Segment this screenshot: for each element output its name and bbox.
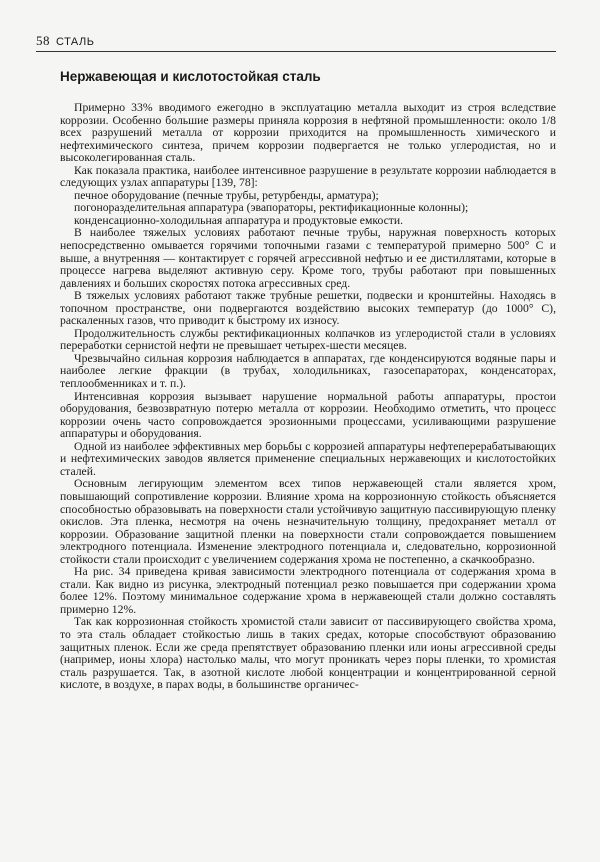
body-text [60, 102, 556, 692]
list-item: конденсационно-холодильная аппаратура и продуктовые емкости. [74, 213, 404, 227]
list-item: печное оборудование (печные трубы, ретурбенды, арматура); [74, 188, 379, 202]
section-name: СТАЛЬ [56, 36, 95, 48]
paragraph: Продолжительность службы ректификационных колпачков из углеродистой стали в условиях переработки сернистой нефти не превышает четырех-шести месяцев. [60, 326, 556, 353]
paragraph: Чрезвычайно сильная коррозия наблюдается в аппаратах, где конденсируются водяные пары и наиболее легкие фракции (в трубах, холодильниках, газосепараторах, конденсаторах, теплообменниках и т. п.). [60, 351, 556, 391]
running-head [36, 33, 556, 49]
section-title: Нержавеющая и кислотостойкая сталь [60, 69, 321, 84]
paragraph: На рис. 34 приведена кривая зависимости электродного потенциала от содержания хрома в стали. Как видно из рисунка, электродный потенциал резко повышается при содержании хрома более 12%. Поэтому минимальное содержание хрома в нержавеющей стали должно составлять примерно 12%. [60, 565, 556, 616]
page-number: 58 [36, 33, 50, 48]
paragraph: Так как коррозионная стойкость хромистой стали зависит от пассивирующего свойства хрома, то эта сталь обладает стойкостью лишь в таких средах, которые способствуют образованию защитных пленок. Если же среда препятствует образованию пленки или ионы агрессивной среды (например, ионы хлора) настолько малы, что могут проникать через поры пленки, то хромистая сталь разрушается. Так, в азотной кислоте любой концентрации и концентрированной серной кислоте, в воздухе, в парах воды, в большинстве органичес- [60, 615, 556, 692]
paragraph: Основным легирующим элементом всех типов нержавеющей стали является хром, повышающий сопротивление коррозии. Влияние хрома на коррозионную стойкость объясняется способностью образовывать на поверхности стали устойчивую защитную пассивирующую пленку окислов. Эта пленка, несмотря на очень незначительную толщину, предохраняет металл от коррозии. Образование защитной пленки на поверхности стали сопровождается повышением электродного потенциала. Изменение электродного потенциала и, следовательно, коррозионной стойкости стали происходит с увеличением содержания хрома не постепенно, а скачкообразно. [60, 477, 556, 566]
paragraph: В наиболее тяжелых условиях работают печные трубы, наружная поверхность которых непосредственно омывается горячими топочными газами с температурой примерно 500° С и выше, а внутренняя — контактирует с горячей агрессивной нефтью и ее дистиллятами, которые в процессе нагрева выделяют активную серу. Кроме того, трубы работают при повышенных давлениях и больших скоростях потока агрессивных сред. [60, 226, 556, 290]
paragraph: Одной из наиболее эффективных мер борьбы с коррозией аппаратуры нефтеперерабатывающих и нефтехимических заводов является применение специальных нержавеющих и кислотостойких сталей. [60, 439, 556, 478]
paragraph: Как показала практика, наиболее интенсивное разрушение в результате коррозии наблюдается в следующих узлах аппаратуры [139, 78]: [60, 163, 556, 190]
header-rule [36, 51, 556, 52]
paragraph: Интенсивная коррозия вызывает нарушение нормальной работы аппаратуры, простои оборудования, безвозвратную потерю металла от коррозии. Необходимо отметить, что процесс коррозии очень часто сопровождается эрозионными процессами, усиливающими разрушение аппаратуры и оборудования. [60, 389, 556, 441]
paragraph: Примерно 33% вводимого ежегодно в эксплуатацию металла выходит из строя вследствие коррозии. Особенно большие размеры приняла коррозия в нефтяной промышленности: около 1/8 всех разрушений металла от коррозии приходится на промышленность химического и нефтехимического синтеза, причем коррозии подвергается не только углеродистая, но и высоколегированная сталь. [60, 101, 556, 165]
paragraph: В тяжелых условиях работают также трубные решетки, подвески и кронштейны. Находясь в топочном пространстве, они подвергаются воздействию высоких температур (до 1000° С), раскаленных газов, что приводит к быстрому их износу. [60, 289, 556, 328]
list-item: погоноразделительная аппаратура (эвапораторы, ректификационные колонны); [74, 201, 469, 215]
